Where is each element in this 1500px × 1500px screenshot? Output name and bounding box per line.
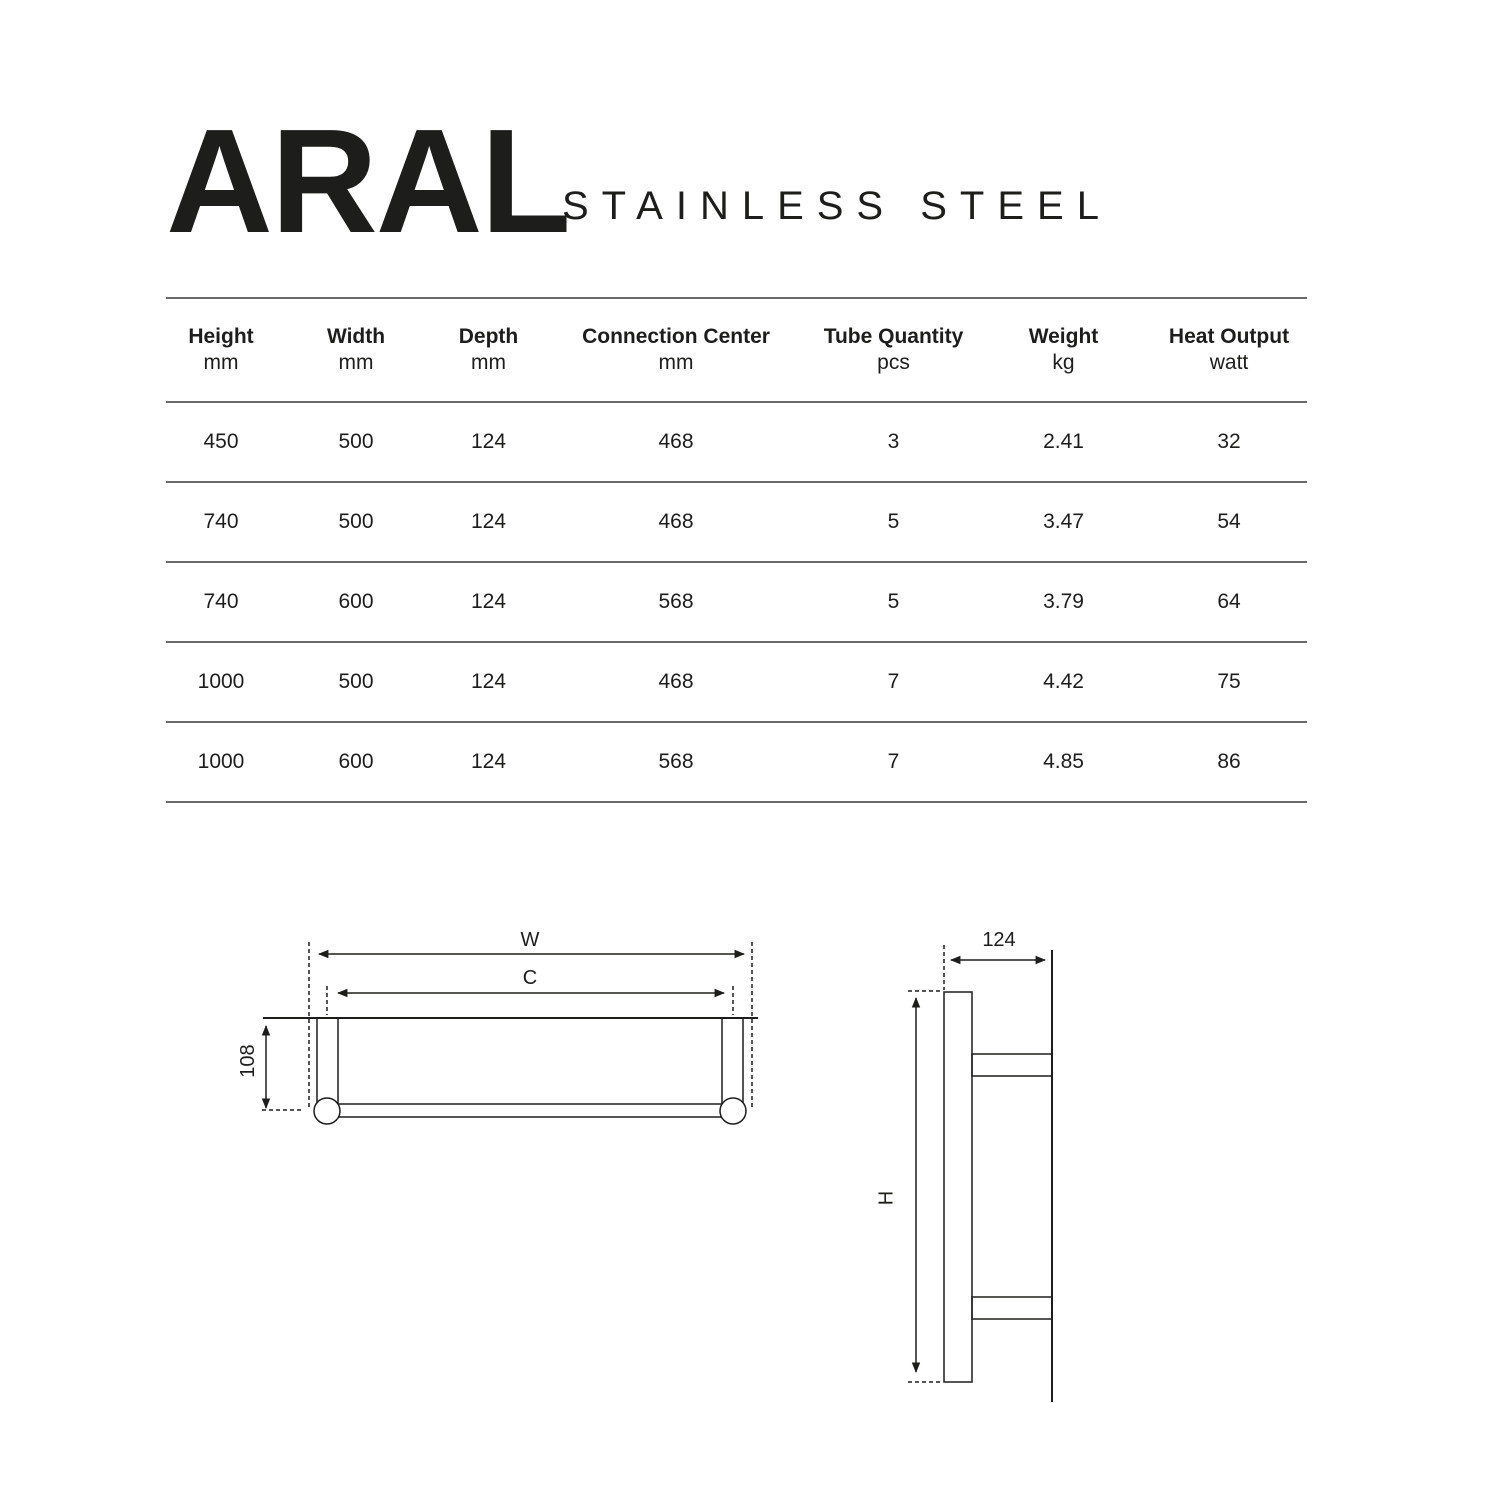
cell-width: 600 <box>338 590 374 613</box>
left-end-cap <box>314 1098 340 1124</box>
radiator-body <box>944 992 972 1382</box>
column-unit: watt <box>1209 351 1249 374</box>
cell-tube-quantity: 7 <box>887 750 900 773</box>
cell-depth: 124 <box>470 750 507 773</box>
cell-depth: 124 <box>470 670 507 693</box>
center-label: C <box>522 967 538 989</box>
column-name: Heat Output <box>1168 325 1290 348</box>
cell-heat-output: 32 <box>1217 430 1241 453</box>
cell-tube-quantity: 5 <box>887 590 900 613</box>
cell-connection-center: 468 <box>658 510 694 533</box>
column-name: Depth <box>458 325 519 348</box>
column-name: Tube Quantity <box>823 325 964 348</box>
width-label: W <box>520 929 540 951</box>
column-unit: kg <box>1052 351 1075 374</box>
cell-width: 500 <box>338 430 374 453</box>
column-name: Width <box>326 325 386 348</box>
cell-weight: 4.85 <box>1043 750 1084 773</box>
cell-width: 500 <box>338 670 374 693</box>
lower-mounting-arm <box>972 1297 1052 1319</box>
cell-weight: 3.47 <box>1043 510 1084 533</box>
towel-rail <box>338 1104 722 1117</box>
cell-weight: 2.41 <box>1043 430 1084 453</box>
cell-connection-center: 468 <box>658 430 694 453</box>
cell-heat-output: 54 <box>1217 510 1241 533</box>
cell-connection-center: 568 <box>658 750 694 773</box>
column-name: Height <box>188 325 254 348</box>
cell-depth: 124 <box>470 430 507 453</box>
side-view-drawing <box>908 945 1052 1402</box>
cell-depth: 124 <box>470 590 507 613</box>
column-unit: mm <box>203 351 239 374</box>
cell-tube-quantity: 5 <box>887 510 900 533</box>
side-depth-label: 124 <box>982 929 1016 951</box>
cell-width: 600 <box>338 750 374 773</box>
cell-heat-output: 64 <box>1217 590 1241 613</box>
cell-heat-output: 86 <box>1217 750 1241 773</box>
cell-height: 1000 <box>197 670 245 693</box>
cell-height: 740 <box>203 510 239 533</box>
column-name: Connection Center <box>582 325 770 348</box>
cell-height: 1000 <box>197 750 245 773</box>
top-depth-label: 108 <box>237 1044 259 1078</box>
cell-connection-center: 468 <box>658 670 694 693</box>
product-title: ARAL <box>166 99 570 264</box>
cell-tube-quantity: 3 <box>887 430 900 453</box>
cell-heat-output: 75 <box>1217 670 1241 693</box>
cell-depth: 124 <box>470 510 507 533</box>
column-name: Weight <box>1028 325 1099 348</box>
height-label: H <box>875 1190 898 1206</box>
column-unit: mm <box>338 351 374 374</box>
cell-tube-quantity: 7 <box>887 670 900 693</box>
right-end-cap <box>720 1098 746 1124</box>
upper-mounting-arm <box>972 1054 1052 1076</box>
cell-height: 740 <box>203 590 239 613</box>
cell-width: 500 <box>338 510 374 533</box>
cell-height: 450 <box>203 430 239 453</box>
column-unit: mm <box>658 351 694 374</box>
column-unit: pcs <box>877 351 910 374</box>
product-subtitle: STAINLESS STEEL <box>562 184 1112 228</box>
cell-weight: 3.79 <box>1043 590 1084 613</box>
left-bracket <box>317 1018 338 1104</box>
column-unit: mm <box>471 351 506 374</box>
right-bracket <box>722 1018 743 1104</box>
top-view-drawing <box>262 942 758 1124</box>
cell-connection-center: 568 <box>658 590 694 613</box>
cell-weight: 4.42 <box>1043 670 1084 693</box>
